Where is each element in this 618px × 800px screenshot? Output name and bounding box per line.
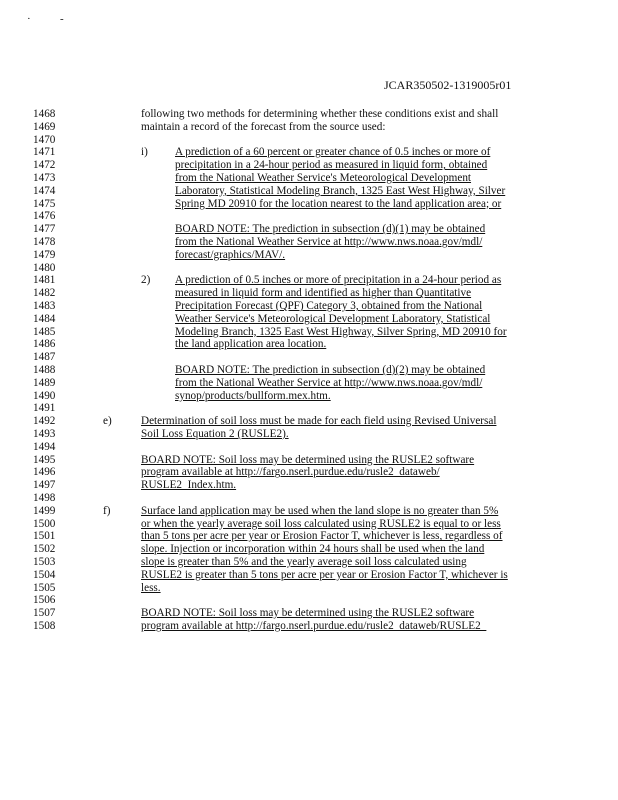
- line-number: 1483: [33, 300, 56, 312]
- line-text: [141, 108, 498, 121]
- line-text: [175, 300, 482, 313]
- text-segment: the land application area location.: [175, 338, 327, 351]
- line-number: 1475: [33, 197, 56, 210]
- line-number: 1470: [33, 133, 56, 146]
- line-text: [141, 505, 498, 518]
- document-line: [0, 134, 618, 147]
- text-segment: BOARD NOTE: The prediction in subsection (d)(1) may be obtained: [175, 223, 486, 236]
- line-text: [141, 620, 486, 633]
- line-text: [141, 530, 503, 543]
- line-number: 1499: [33, 504, 56, 517]
- text-segment: Soil Loss Equation 2 (RUSLE2).: [141, 428, 289, 440]
- line-number: 1473: [33, 172, 56, 184]
- text-segment: RUSLE2 is greater than 5 tons per acre per year or Erosion Factor T, whichever is: [141, 568, 508, 581]
- document-line: [0, 582, 618, 595]
- text-segment: slope. Injection or incorporation within 24 hours shall be used when the land: [141, 543, 485, 556]
- line-text: [175, 287, 471, 300]
- line-number: 1487: [33, 351, 56, 364]
- line-number: 1468: [33, 108, 56, 120]
- text-segment: program available at http://fargo.nserl.purdue.edu/rusle2_dataweb/RUSLE2_: [141, 620, 487, 632]
- text-segment: A prediction of 0.5 inches or more of precipitation in a 24-hour period as: [175, 274, 502, 287]
- document-line: [0, 172, 618, 185]
- line-number: 1476: [33, 210, 56, 223]
- document-line: [0, 543, 618, 556]
- line-number: 1505: [33, 581, 56, 594]
- line-number: 1485: [33, 325, 56, 338]
- document-line: [0, 185, 618, 198]
- text-segment: than 5 tons per acre per year or Erosion Factor T, whichever is less, regardless of: [141, 530, 503, 543]
- line-text: [141, 582, 161, 595]
- text-segment: less.: [141, 581, 161, 594]
- line-text: [141, 607, 474, 620]
- line-text: [175, 185, 505, 198]
- line-text: [175, 390, 331, 403]
- line-number: 1489: [33, 376, 56, 389]
- text-segment: RUSLE2_Index.htm.: [141, 479, 237, 492]
- document-line: [0, 492, 618, 505]
- corner-mark: ·: [27, 13, 31, 25]
- item-label: f): [103, 504, 111, 517]
- line-number: 1492: [33, 415, 56, 428]
- line-number: 1493: [33, 428, 56, 440]
- line-number: 1479: [33, 248, 56, 261]
- line-number: 1498: [33, 492, 56, 504]
- line-text: [141, 454, 474, 467]
- line-number: 1503: [33, 556, 56, 568]
- document-line: [0, 198, 618, 211]
- line-number: 1471: [33, 146, 56, 159]
- line-number: 1502: [33, 543, 56, 556]
- line-text: [141, 569, 508, 582]
- line-number: 1474: [33, 184, 56, 197]
- line-text: [141, 518, 501, 531]
- line-number: 1469: [33, 120, 56, 133]
- document-line: [0, 402, 618, 415]
- line-text: [141, 415, 496, 428]
- corner-dash: -: [60, 13, 64, 25]
- line-text: [141, 466, 440, 479]
- text-segment: or when the yearly average soil loss calculated using RUSLE2 is equal to or less: [141, 517, 501, 530]
- line-number: 1507: [33, 607, 56, 620]
- document-line: [0, 620, 618, 633]
- line-text: [175, 274, 501, 287]
- line-text: [175, 338, 326, 351]
- text-segment: maintain a record of the forecast from the source used:: [141, 120, 386, 133]
- text-segment: program available at http://fargo.nserl.purdue.edu/rusle2_dataweb/: [141, 466, 440, 479]
- line-number: 1490: [33, 389, 56, 402]
- document-line: [0, 146, 618, 159]
- line-text: [175, 146, 490, 159]
- document-line: [0, 313, 618, 326]
- text-segment: from the National Weather Service at http://www.nws.noaa.gov/mdl/: [175, 376, 483, 389]
- document-line: [0, 210, 618, 223]
- line-text: [175, 159, 487, 172]
- document-line: [0, 454, 618, 467]
- line-text: [175, 326, 507, 339]
- line-text: [175, 313, 490, 326]
- line-text: [175, 377, 482, 390]
- document-line: [0, 390, 618, 403]
- text-segment: from the National Weather Service's Meteorological Development: [175, 172, 472, 184]
- line-number: 1501: [33, 530, 56, 543]
- line-number: 1494: [33, 440, 56, 453]
- line-number: 1488: [33, 364, 56, 376]
- document-line: [0, 607, 618, 620]
- line-number: 1496: [33, 466, 56, 479]
- line-number: 1477: [33, 223, 56, 236]
- line-text: [175, 236, 482, 249]
- line-number: 1506: [33, 594, 56, 607]
- document-line: [0, 441, 618, 454]
- line-number: 1481: [33, 274, 56, 287]
- document-line: [0, 466, 618, 479]
- line-number: 1504: [33, 568, 56, 581]
- text-segment: forecast/graphics/MAV/.: [175, 248, 286, 261]
- text-segment: slope is greater than 5% and the yearly average soil loss calculated using: [141, 556, 467, 568]
- text-segment: BOARD NOTE: The prediction in subsection (d)(2) may be obtained: [175, 364, 486, 376]
- document-line: [0, 569, 618, 582]
- document-line: [0, 377, 618, 390]
- document-line: [0, 249, 618, 262]
- document-line: [0, 300, 618, 313]
- text-segment: Weather Service's Meteorological Development Laboratory, Statistical: [175, 312, 491, 325]
- text-segment: Spring MD 20910 for the location nearest to the land application area; or: [175, 197, 502, 210]
- text-segment: synop/products/bullform.mex.htm.: [175, 389, 331, 402]
- line-text: [141, 543, 484, 556]
- document-line: [0, 223, 618, 236]
- document-line: [0, 159, 618, 172]
- text-segment: BOARD NOTE: Soil loss may be determined using the RUSLE2 software: [141, 453, 475, 466]
- text-segment: Laboratory, Statistical Modeling Branch, 1325 East West Highway, Silver: [175, 184, 506, 197]
- line-number: 1482: [33, 287, 56, 300]
- line-text: [175, 249, 285, 262]
- line-text: [141, 556, 467, 569]
- line-number: 1472: [33, 159, 56, 172]
- text-segment: from the National Weather Service at http://www.nws.noaa.gov/mdl/: [175, 236, 483, 248]
- line-number: 1480: [33, 261, 56, 274]
- text-segment: Surface land application may be used when the land slope is no greater than 5%: [141, 504, 499, 517]
- text-segment: Modeling Branch, 1325 East West Highway, Silver Spring, MD 20910 for: [175, 325, 507, 338]
- document-line: [0, 364, 618, 377]
- line-text: [175, 172, 471, 185]
- document-line: [0, 351, 618, 364]
- line-number: 1497: [33, 479, 56, 492]
- document-line: [0, 505, 618, 518]
- item-label: i): [141, 146, 148, 159]
- text-segment: BOARD NOTE: Soil loss may be determined using the RUSLE2 software: [141, 607, 475, 620]
- document-line: [0, 326, 618, 339]
- line-number: 1484: [33, 312, 56, 325]
- document-line: [0, 530, 618, 543]
- line-number: 1486: [33, 338, 56, 351]
- document-line: [0, 108, 618, 121]
- line-number: 1478: [33, 236, 56, 248]
- item-label: e): [103, 415, 112, 428]
- document-line: [0, 274, 618, 287]
- document-line: [0, 428, 618, 441]
- document-line: [0, 236, 618, 249]
- line-text: [175, 198, 501, 211]
- line-number: 1508: [33, 620, 56, 632]
- document-id: JCAR350502-1319005r01: [384, 78, 512, 92]
- document-line: [0, 262, 618, 275]
- line-text: [141, 479, 236, 492]
- line-text: [141, 428, 289, 441]
- line-text: [141, 121, 385, 134]
- line-text: [175, 223, 485, 236]
- line-text: [175, 364, 485, 377]
- document-line: [0, 518, 618, 531]
- line-number: 1495: [33, 453, 56, 466]
- document-line: [0, 594, 618, 607]
- text-segment: Precipitation Forecast (QPF) Category 3, obtained from the National: [175, 300, 483, 312]
- text-segment: measured in liquid form and identified as higher than Quantitative: [175, 287, 472, 300]
- document-line: [0, 287, 618, 300]
- line-number: 1491: [33, 402, 56, 415]
- document-line: [0, 338, 618, 351]
- text-segment: following two methods for determining whether these conditions exist and shall: [141, 108, 499, 120]
- document-line: [0, 121, 618, 134]
- text-segment: A prediction of a 60 percent or greater chance of 0.5 inches or more of: [175, 146, 491, 159]
- text-segment: Determination of soil loss must be made for each field using Revised Universal: [141, 415, 497, 428]
- document-line: [0, 415, 618, 428]
- document-line: [0, 556, 618, 569]
- line-number: 1500: [33, 517, 56, 530]
- item-label: 2): [141, 274, 151, 287]
- document-line: [0, 479, 618, 492]
- text-segment: precipitation in a 24-hour period as measured in liquid form, obtained: [175, 159, 488, 172]
